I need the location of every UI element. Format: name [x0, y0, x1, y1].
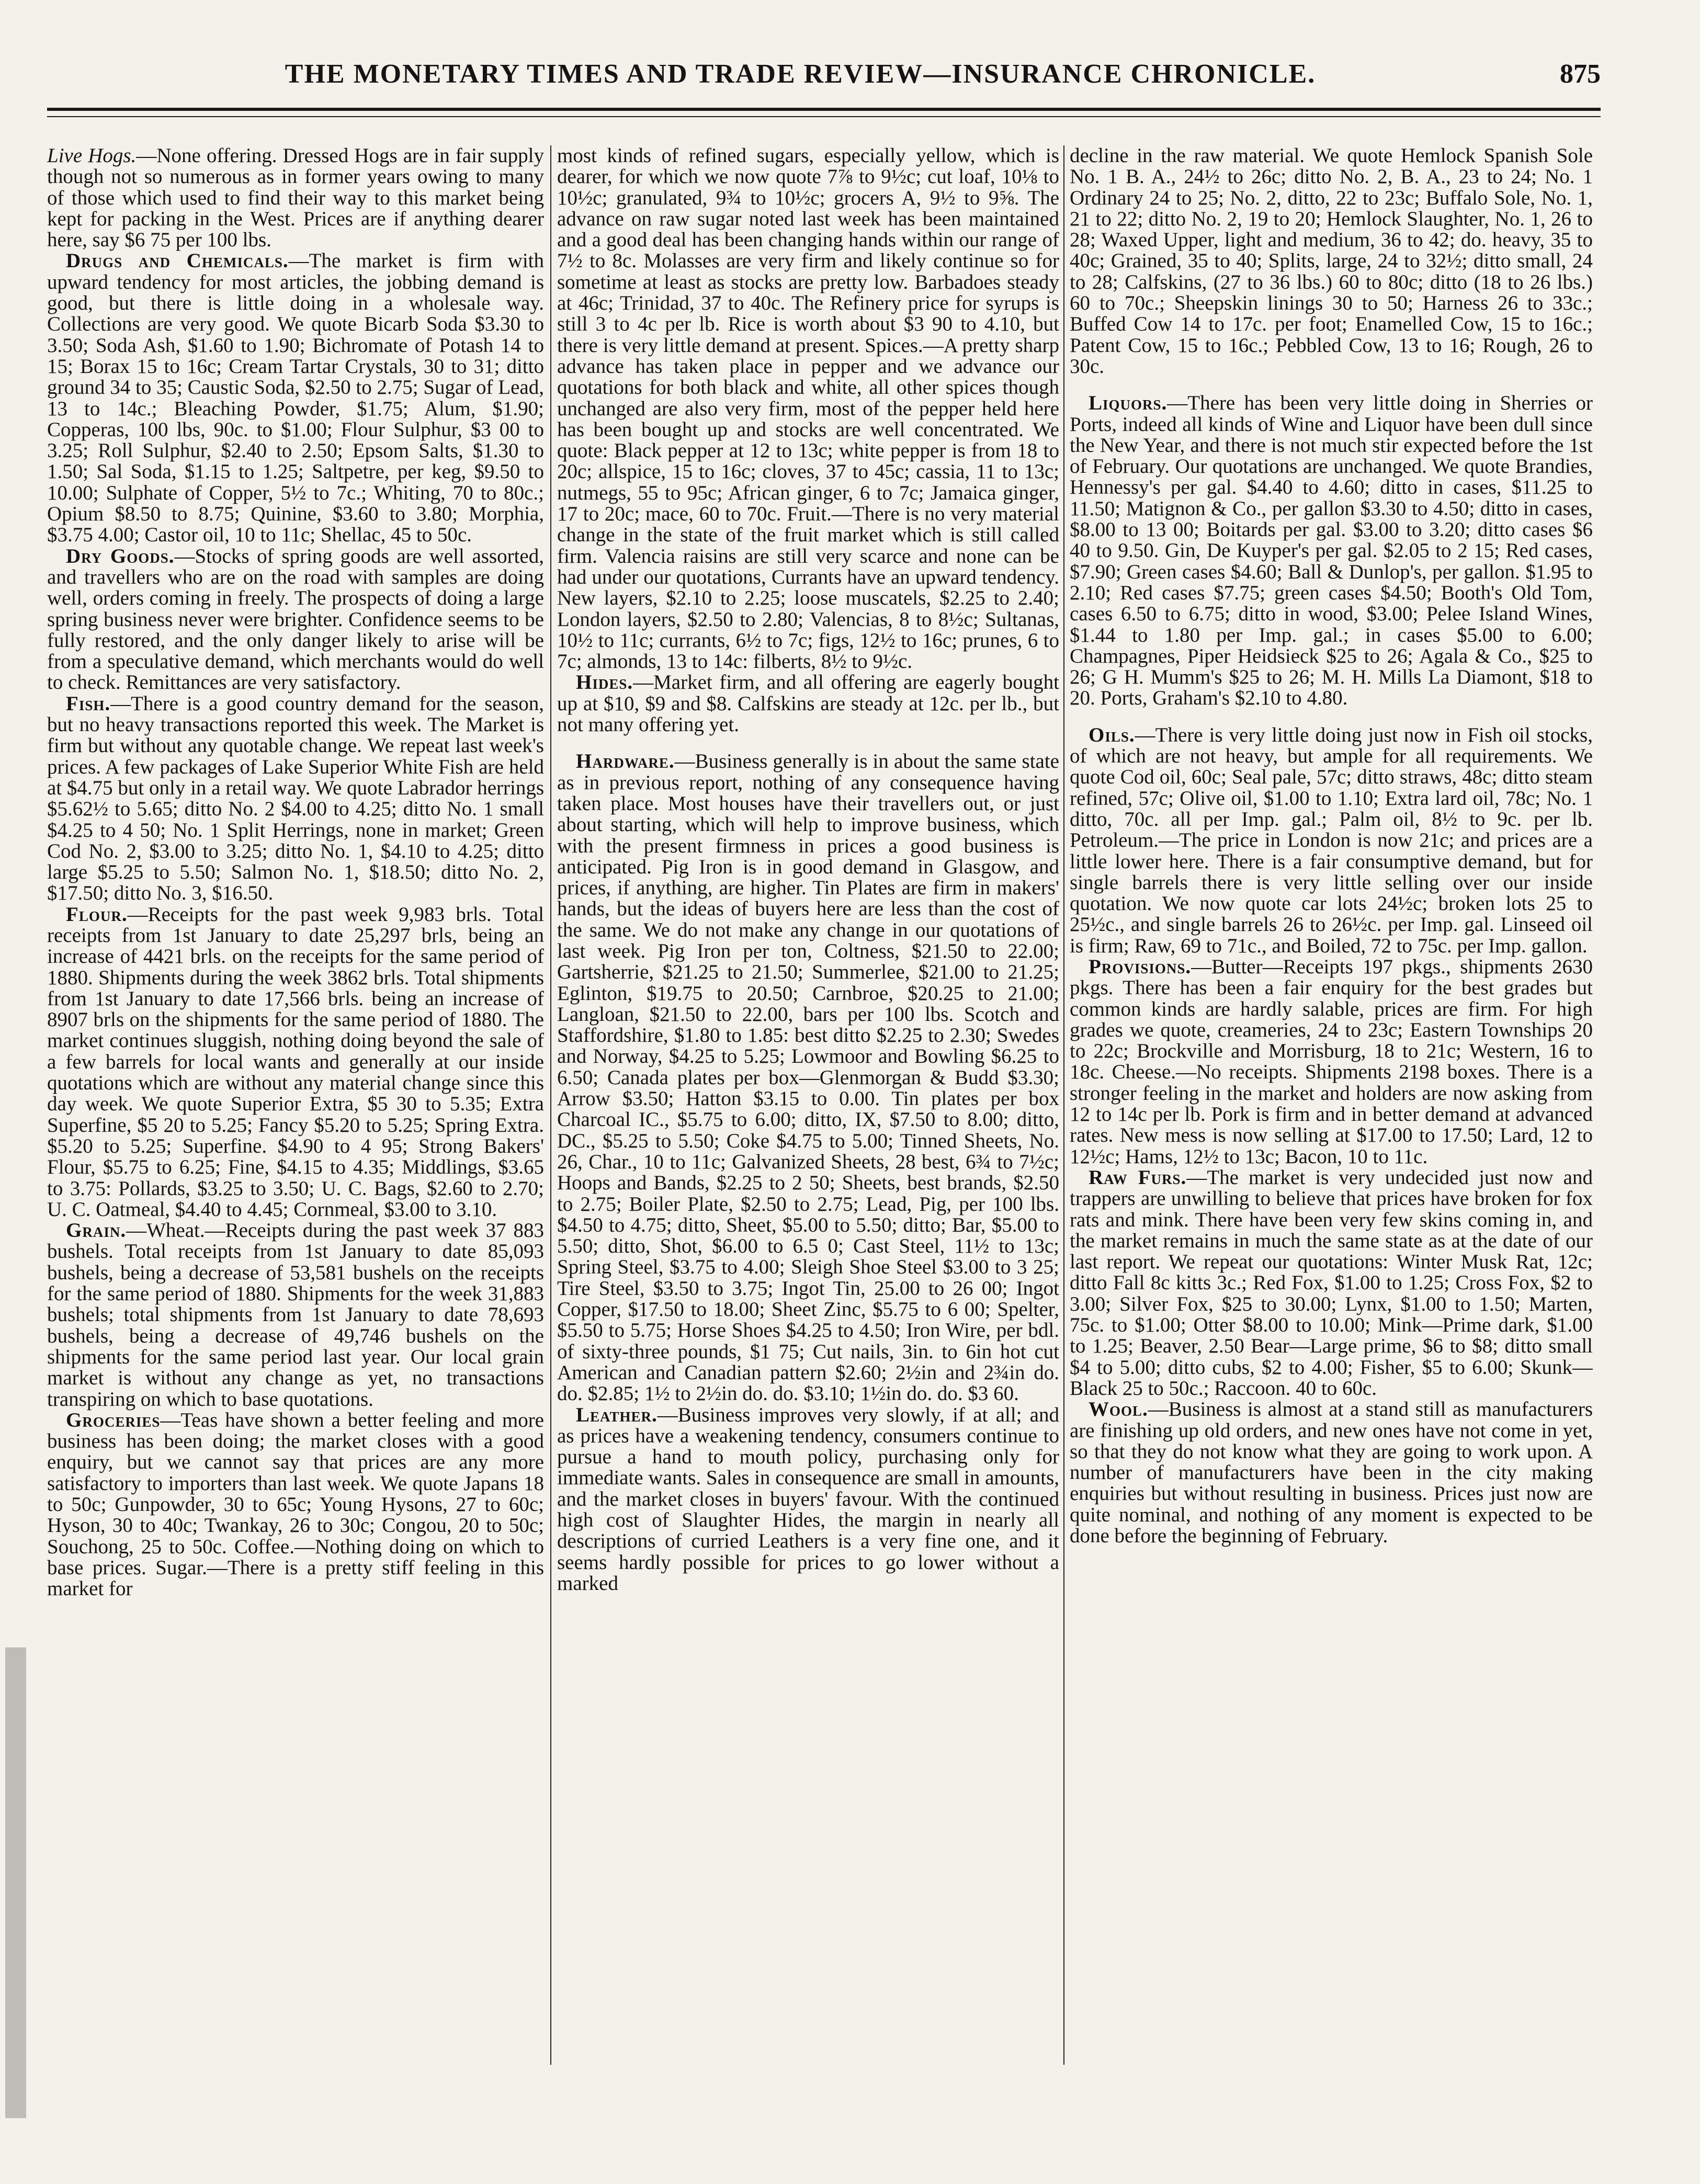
paragraph-text: decline in the raw material. We quote Hemlock Spanish Sole No. 1 B. A., 24½ to 26c; ditto No. 2, B. A., 23 to 24; No. 1 Ordinary 24 to 25; No. 2, ditto, 22 to 23c; Buffalo Sole, No. 1, 21 to 22; ditto No. 2, 19 to 20; Hemlock Slaughter, No. 1, 26 to 28; Waxed Upper, light and medium, 36 to 42; do. heavy, 35 to 40c; Grained, 35 to 40; Splits, large, 24 to 32½; ditto small, 24 to 28; Calfskins, (27 to 36 lbs.) 60 to 80c; ditto (18 to 26 lbs.) 60 to 70c.; Sheepskin linings 30 to 50; Harness 26 to 33c.; Buffed Cow 14 to 17c. per foot; Enamelled Cow, 15 to 16c.; Patent Cow, 15 to 16c.; Pebbled Cow, 13 to 16; Rough, 26 to 30c. [1070, 145, 1593, 378]
paragraph-hides [557, 672, 1059, 735]
scan-edge-mark [5, 1647, 26, 2118]
paragraph-heading: Groceries [66, 1408, 161, 1431]
paragraph-text: —Business is almost at a stand still as manufacturers are finishing up old orders, and new ones have not come in yet, so that they do not know what they are going to work upon. A number of manufacturers have been in the city making enquiries but without resulting in business. Prices just now are quite nominal, and nothing of any moment is expected to be done before the beginning of February. [1070, 1398, 1593, 1547]
paragraph-fish [47, 693, 544, 904]
paragraph-heading: Liquors. [1089, 392, 1168, 415]
paragraph-heading: Live Hogs. [47, 145, 137, 167]
paragraph-heading: Wool. [1089, 1398, 1148, 1421]
page-number: 875 [1560, 59, 1601, 89]
paragraph-dry-goods [47, 546, 544, 693]
paragraph-text: most kinds of refined sugars, especially yellow, which is dearer, for which we now quote 7⅞ to 9½c; cut loaf, 10⅛ to 10½c; granulated, 9¾ to 10½c; grocers A, 9½ to 9⅝. The advance on raw sugar noted last week has been maintained and a good deal has been changing hands within our range of 7½ to 8c. Molasses are very firm and likely continue so for sometime at least as stocks are pretty low. Barbadoes steady at 46c; Trinidad, 37 to 40c. The Refinery price for syrups is still 3 to 4c per lb. Rice is worth about $3 90 to 4.10, but there is very little demand at present. Spices.—A pretty sharp advance has taken place in pepper and we advance our quotations for both black and white, all other spices though unchanged are also very firm, most of the pepper held here has been bought up and stocks are well concentrated. We quote: Black pepper at 12 to 13c; white pepper is from 18 to 20c; allspice, 15 to 16c; cloves, 37 to 45c; cassia, 11 to 13c; nutmegs, 55 to 95c; African ginger, 6 to 7c; Jamaica ginger, 17 to 20c; mace, 60 to 70c. Fruit.—There is no very material change in the state of the fruit market which is still called firm. Valencia raisins are still very scarce and none can be had under our quotations, Currants have an upward tendency. New layers, $2.10 to 2.25; loose muscatels, $2.25 to 2.40; London layers, $2.50 to 2.80; Valencias, 8 to 8½c; Sultanas, 10½ to 11c; currants, 6½ to 7c; figs, 12½ to 16c; prunes, 6 to 7c; almonds, 13 to 14c: filberts, 8½ to 9½c. [557, 145, 1059, 673]
paragraph-text: —There is very little doing just now in Fish oil stocks, of which are not heavy, but ample for all requirements. We quote Cod oil, 60c; Seal pale, 57c; ditto straws, 48c; ditto steam refined, 57c; Olive oil, $1.00 to 1.10; Extra lard oil, 78c; No. 1 ditto, 70c. all per Imp. gal.; Palm oil, 8½ to 9c. per lb. Petroleum.—The price in London is now 21c; and prices are a little lower here. There is a fair consumptive demand, but for single barrels there is very little selling over our inside quotation. We now quote car lots 24½c; broken lots 25 to 25½c., and single barrels 26 to 26½c. per Imp. gal. Linseed oil is firm; Raw, 69 to 71c., and Boiled, 72 to 75c. per Imp. gallon. [1070, 723, 1593, 957]
column-divider [1063, 145, 1064, 2065]
paragraph-text: —Market firm, and all offering are eagerly bought up at $10, $9 and $8. Calfskins are steady at 12c. per lb., but not many offering yet. [557, 671, 1059, 736]
column-divider [550, 145, 551, 2065]
paragraph-text: —Business generally is in about the same state as in previous report, nothing of any consequence having taken place. Most houses have their travellers out, or just about starting, which will help to improve business, which with the present firmness in prices a good business is anticipated. Pig Iron is in good demand in Glasgow, and prices, if anything, are higher. Tin Plates are firm in makers' hands, but the ideas of buyers here are less than the cost of the same. We do not make any change in our quotations of last week. Pig Iron per ton, Coltness, $21.50 to 22.00; Gartsherrie, $21.25 to 21.50; Summerlee, $21.00 to 21.25; Eglinton, $19.75 to 20.50; Carnbroe, $20.25 to 21.00; Langloan, $21.50 to 22.00, bars per 100 lbs. Scotch and Staffordshire, $1.80 to 1.85: best ditto $2.25 to 2.30; Swedes and Norway, $4.25 to 5.25; Lowmoor and Bowling $6.25 to 6.50; Canada plates per box—Glenmorgan & Budd $3.30; Arrow $3.50; Hatton $3.15 to 0.00. Tin plates per box Charcoal IC., $5.75 to 6.00; ditto, IX, $7.50 to 8.00; ditto, DC., $5.25 to 5.50; Coke $4.75 to 5.00; Tinned Sheets, No. 26, Char., 10 to 11c; Galvanized Sheets, 28 best, 6¾ to 7½c; Hoops and Bands, $2.25 to 2 50; Sheets, best brands, $2.50 to 2.75; Boiler Plate, $2.50 to 2.75; Lead, Pig, per 100 lbs. $4.50 to 4.75; ditto, Sheet, $5.00 to 5.50; ditto; Bar, $5.00 to 5.50; ditto, Shot, $6.00 to 6.5 0; Cast Steel, 11½ to 13c; Spring Steel, $3.75 to 4.00; Sleigh Shoe Steel $3.00 to 3 25; Tire Steel, $3.50 to 3.75; Ingot Tin, 25.00 to 26 00; Ingot Copper, $17.50 to 18.00; Sheet Zinc, $5.75 to 6 00; Spelter, $5.50 to 5.75; Horse Shoes $4.25 to 4.50; Iron Wire, per bdl. of sixty-three pounds, $1 75; Cut nails, 3in. to 6in hot cut American and Canadian pattern $2.60; 2½in and 2¾in do. do. $2.85; 1½ to 2½in do. do. $3.10; 1½in do. do. $3 60. [557, 750, 1059, 1405]
text-column-1 [47, 145, 544, 2065]
paragraph-text: —Teas have shown a better feeling and more business has been doing; the market closes with a good enquiry, but we cannot say that prices are any more satisfactory to importers than last week. We quote Japans 18 to 50c; Gunpowder, 30 to 65c; Young Hysons, 27 to 60c; Hyson, 30 to 40c; Twankay, 26 to 30c; Congou, 20 to 50c; Souchong, 25 to 50c. Coffee.—Nothing doing on which to base prices. Sugar.—There is a pretty stiff feeling in this market for [47, 1408, 544, 1600]
paragraph-drugs-chemicals [47, 251, 544, 545]
paragraph-leather [557, 1405, 1059, 1595]
paragraph-groceries [47, 1410, 544, 1600]
header-rule-thick [47, 108, 1601, 111]
paragraph-heading: Drugs and Chemicals. [66, 249, 289, 272]
paragraph-live-hogs [47, 145, 544, 251]
text-column-3 [1070, 145, 1593, 2065]
paragraph-text: —None offering. Dressed Hogs are in fair supply though not so numerous as in former years owing to many of those which used to find their way to this market being kept for packing in the West. Prices are if anything dearer here, say $6 75 per 100 lbs. [47, 145, 544, 252]
header-rule-thin [47, 116, 1601, 117]
paragraph-heading: Grain. [66, 1219, 127, 1242]
paragraph-text: —The market is very undecided just now and trappers are unwilling to believe that prices have broken for fox rats and mink. There have been very few skins coming in, and the market remains in much the same state as at the date of our last report. We repeat our quotations: Winter Musk Rat, 12c; ditto Fall 8c kitts 3c.; Red Fox, $1.00 to 1.25; Cross Fox, $2 to 3.00; Silver Fox, $25 to 30.00; Lynx, $1.00 to 1.50; Marten, 75c. to $1.00; Otter $8.00 to 10.00; Mink—Prime dark, $1.00 to 1.25; Beaver, 2.50 Bear—Large prime, $6 to $8; ditto small $4 to 5.00; ditto cubs, $2 to 4.00; Fisher, $5 to 6.00; Skunk—Black 25 to 50c.; Raccoon. 40 to 60c. [1070, 1166, 1593, 1400]
text-column-2 [557, 145, 1059, 2065]
paragraph-wool [1070, 1399, 1593, 1546]
paragraph-raw-furs [1070, 1167, 1593, 1399]
paragraph-heading: Hardware. [576, 750, 675, 773]
paragraph-heading: Hides. [576, 671, 633, 694]
paragraph-text: —Business improves very slowly, if at all; and as prices have a weakening tendency, consumers continue to pursue a hand to mouth policy, purchasing only for immediate wants. Sales in consequence are small in amounts, and the market closes in buyers' favour. With the continued high cost of Slaughter Hides, the margin in nearly all descriptions of curried Leathers is a very fine one, and it seems hardly possible for prices to go lower without a marked [557, 1403, 1059, 1595]
paragraph-liquors [1070, 393, 1593, 709]
paragraph-text: —There has been very little doing in Sherries or Ports, indeed all kinds of Wine and Liquor have been dull since the New Year, and there is not much stir expected before the 1st of February. Our quotations are unchanged. We quote Brandies, Hennessy's per gal. $4.40 to 4.60; ditto in cases, $11.25 to 11.50; Matignon & Co., per gallon $3.30 to 4.50; ditto in cases, $8.00 to 13 00; Boitards per gal. $3.00 to 3.20; ditto cases $6 40 to 9.50. Gin, De Kuyper's per gal. $2.05 to 2 15; Red cases, $7.90; Green cases $4.60; Ball & Dunlop's, per gallon. $1.95 to 2.10; Red cases $7.75; green cases $4.50; Booth's Old Tom, cases 6.50 to 6.75; ditto in wood, $3.00; Pelee Island Wines, $1.44 to 1.80 per Imp. gal.; in cases $5.00 to 6.00; Champagnes, Piper Heidsieck $25 to 26; Agala & Co., $25 to 26; G H. Mumm's $25 to 26; M. H. Mills La Diamont, $18 to 20. Ports, Graham's $2.10 to 4.80. [1070, 392, 1593, 710]
paragraph-oils [1070, 725, 1593, 957]
paragraph-heading: Raw Furs. [1089, 1166, 1187, 1189]
paragraph-text: —Wheat.—Receipts during the past week 37 883 bushels. Total receipts from 1st January to date 85,093 bushels, being a decrease of 53,581 bushels on the receipts for the same period of 1880. Shipments for the week 31,883 bushels; total shipments from 1st January to date 78,693 bushels, being a decrease of 49,746 bushels on the shipments for the same period last year. Our local grain market is without any change as yet, no transactions transpiring on which to base quotations. [47, 1219, 544, 1410]
page-header [0, 0, 1700, 105]
paragraph-provisions [1070, 957, 1593, 1167]
paragraph-text: —Butter—Receipts 197 pkgs., shipments 2630 pkgs. There has been a fair enquiry for the best grades but common kinds are hardly salable, prices are firm. For high grades we quote, creameries, 24 to 23c; Eastern Townships 20 to 22c; Brockville and Morrisburg, 18 to 21c; Western, 16 to 18c. Cheese.—No receipts. Shipments 2198 boxes. There is a stronger feeling in the market and holders are now asking from 12 to 14c per lb. Pork is firm and in better demand at advanced rates. New mess is now selling at $17.00 to 17.50; Lard, 12 to 12½c; Hams, 12½ to 13c; Bacon, 10 to 11c. [1070, 955, 1593, 1168]
paragraph-hardware [557, 751, 1059, 1404]
paragraph-heading: Oils. [1089, 723, 1135, 746]
paragraph-flour [47, 904, 544, 1220]
paragraph-heading: Fish. [66, 692, 111, 715]
paragraph-grain [47, 1220, 544, 1410]
paragraph-text: —Receipts for the past week 9,983 brls. Total receipts from 1st January to date 25,297 brls, being an increase of 4421 brls. on the receipts for the same period of 1880. Shipments during the week 3862 brls. Total shipments from 1st January to date 17,566 brls. being an increase of 8907 brls on the shipments for the same period of 1880. The market continues sluggish, nothing doing beyond the sale of a few barrels for local wants and generally at our inside quotations which are without any material change since this day week. We quote Superior Extra, $5 30 to 5.35; Extra Superfine, $5 20 to 5.25; Fancy $5.20 to 5.25; Spring Extra. $5.20 to 5.25; Superfine. $4.90 to 4 95; Strong Bakers' Flour, $5.75 to 6.25; Fine, $4.15 to 4.35; Middlings, $3.65 to 3.75: Pollards, $3.25 to 3.50; U. C. Bags, $2.60 to 2.70; U. C. Oatmeal, $4.40 to 4.45; Cornmeal, $3.00 to 3.10. [47, 903, 544, 1221]
paragraph-text: —There is a good country demand for the season, but no heavy transactions reported this week. The Market is firm but without any quotable change. We repeat last week's prices. A few packages of Lake Superior White Fish are held at $4.75 but only in a retail way. We quote Labrador herrings $5.62½ to 5.65; ditto No. 2 $4.00 to 4.25; ditto No. 1 small $4.25 to 4 50; No. 1 Split Herrings, none in market; Green Cod No. 2, $3.00 to 3.25; ditto No. 1, $4.10 to 4.25; ditto large $5.25 to 5.50; Salmon No. 1, $18.50; ditto No. 2, $17.50; ditto No. 3, $16.50. [47, 692, 544, 905]
paragraph-heading: Dry Goods. [66, 544, 175, 567]
paragraph-text: —Stocks of spring goods are well assorted, and travellers who are on the road with samples are doing well, orders coming in freely. The prospects of doing a large spring business never were brighter. Confidence seems to be fully restored, and the only danger likely to arise will be from a speculative demand, which merchants would do well to check. Remittances are very satisfactory. [47, 544, 544, 694]
paragraph-text: —The market is firm with upward tendency for most articles, the jobbing demand is good, but there is little doing in a wholesale way. Collections are very good. We quote Bicarb Soda $3.30 to 3.50; Soda Ash, $1.60 to 1.90; Bichromate of Potash 14 to 15; Borax 15 to 16c; Cream Tartar Crystals, 30 to 31; ditto ground 34 to 35; Caustic Soda, $2.50 to 2.75; Sugar of Lead, 13 to 14c.; Bleaching Powder, $1.75; Alum, $1.90; Copperas, 100 lbs, 90c. to $1.00; Flour Sulphur, $3 00 to 3.25; Roll Sulphur, $2.40 to 2.50; Epsom Salts, $1.30 to 1.50; Sal Soda, $1.15 to 1.25; Saltpetre, per keg, $9.50 to 10.00; Sulphate of Copper, 5½ to 7c.; Whiting, 70 to 80c.; Opium $8.50 to 8.75; Quinine, $3.60 to 3.80; Morphia, $3.75 4.00; Castor oil, 10 to 11c; Shellac, 45 to 50c. [47, 249, 544, 547]
page-title: THE MONETARY TIMES AND TRADE REVIEW—INSURANCE CHRONICLE. [285, 59, 1316, 89]
paragraph-heading: Leather. [576, 1403, 658, 1426]
paragraph-groceries-continued [557, 145, 1059, 672]
paragraph-heading: Provisions. [1089, 955, 1192, 978]
paragraph-leather-continued [1070, 145, 1593, 377]
paragraph-heading: Flour. [66, 903, 128, 926]
